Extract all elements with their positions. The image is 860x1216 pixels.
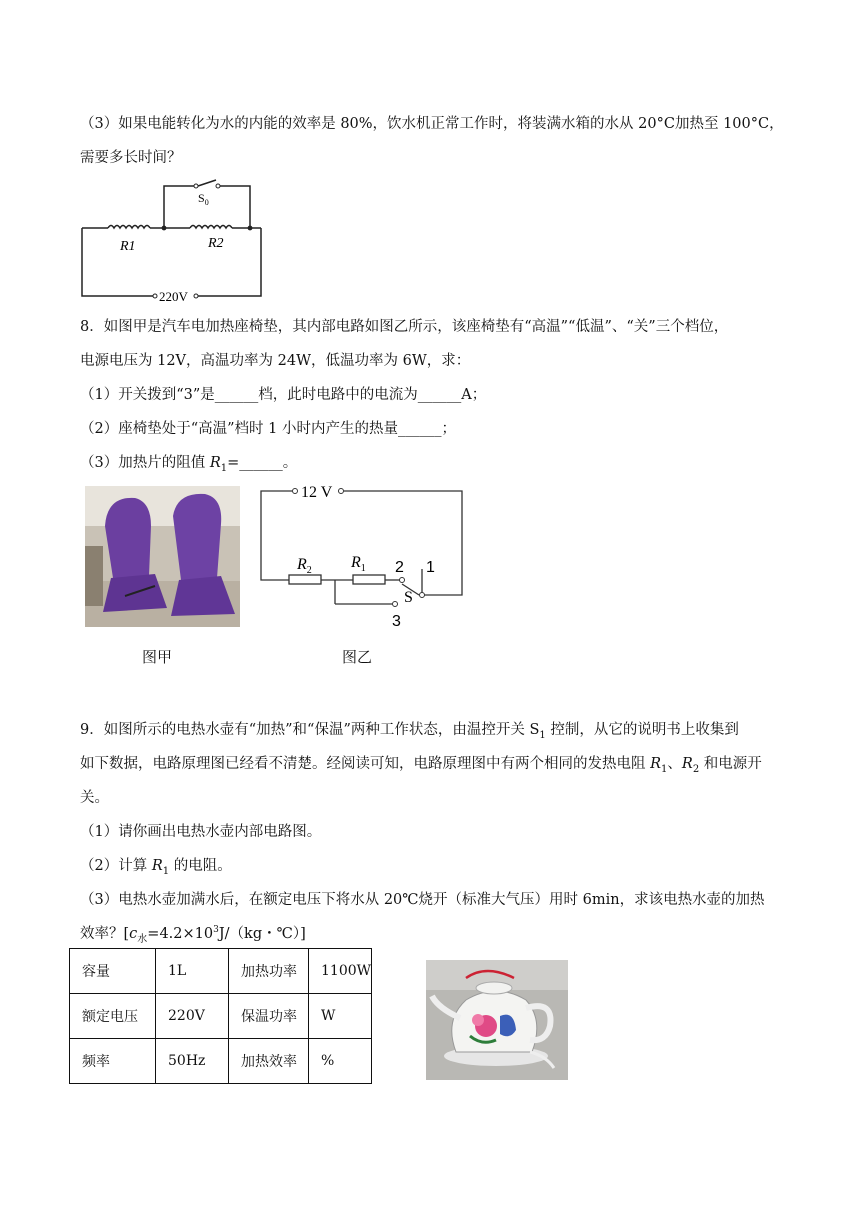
- electric-kettle-photo: [426, 960, 568, 1080]
- q9-part3-line1: （3）电热水壶加满水后，在额定电压下将水从 20℃烧开（标准大气压）用时 6min，求该电热水壶的加热: [80, 892, 765, 908]
- q8-part1: （1）开关拨到“3”是______档，此时电路中的电流为______A；: [80, 387, 487, 403]
- table-cell: 容量: [70, 949, 156, 994]
- kettle-spec-table: [69, 948, 372, 1084]
- q8-circuit-diagram: [255, 478, 470, 633]
- q8-part3: （3）加热片的阻值 $R_1=\_\_\_\_\_\_$。: [80, 455, 298, 474]
- q8-line1: 8．如图甲是汽车电加热座椅垫，其内部电路如图乙所示，该座椅垫有“高温”“低温”、“关”三个档位，: [80, 319, 729, 335]
- q8-voltage-label: 12 V: [301, 484, 333, 501]
- q9-line3: 关。: [80, 790, 109, 806]
- q7-voltage-label: 220V: [159, 289, 188, 302]
- table-cell: 220V: [156, 994, 229, 1039]
- table-cell: 1100W: [309, 949, 372, 994]
- q8-terminal-3: 3: [392, 613, 401, 630]
- table-cell: 50Hz: [156, 1039, 229, 1084]
- table-cell: 额定电压: [70, 994, 156, 1039]
- table-cell: 频率: [70, 1039, 156, 1084]
- q9-line1: 9．如图所示的电热水壶有“加热”和“保温”两种工作状态，由温控开关 $S_1$ 控制，从它的说明书上收集到: [80, 722, 739, 741]
- q9-part1: （1）请你画出电热水壶内部电路图。: [80, 824, 322, 840]
- q7-r1-label: R1: [120, 239, 136, 254]
- q8-part2: （2）座椅垫处于“高温”档时 1 小时内产生的热量______；: [80, 421, 456, 437]
- table-row: [70, 949, 372, 994]
- q8-r2-label: $R_2$: [297, 556, 312, 576]
- q9-line2: 如下数据，电路原理图已经看不清楚。经阅读可知，电路原理图中有两个相同的发热电阻 $R_1$、$R_2$ 和电源开: [80, 756, 762, 775]
- q9-part2: （2）计算 $R_1$ 的电阻。: [80, 858, 232, 877]
- car-seat-photo: [85, 486, 240, 627]
- table-cell: 加热功率: [229, 949, 309, 994]
- table-cell: 1L: [156, 949, 229, 994]
- table-cell: 保温功率: [229, 994, 309, 1039]
- table-row: [70, 994, 372, 1039]
- table-cell: W: [309, 994, 372, 1039]
- q7-s0-label: $S_0$: [198, 191, 209, 207]
- q8-terminal-2: 2: [395, 559, 404, 576]
- q8-terminal-1: 1: [426, 559, 435, 576]
- fig-a-caption: 图甲: [142, 648, 173, 666]
- q8-switch-label: S: [404, 589, 413, 606]
- fig-b-caption: 图乙: [342, 648, 373, 666]
- q8-r1-label: $R_1$: [351, 554, 366, 574]
- q8-line2: 电源电压为 12V，高温功率为 24W，低温功率为 6W，求：: [80, 353, 471, 369]
- q7-part3-line2: 需要多长时间？: [80, 150, 182, 166]
- q7-circuit-diagram: [78, 178, 268, 302]
- q7-part3-line1: （3）如果电能转化为水的内能的效率是 80%，饮水机正常工作时，将装满水箱的水从 20°C加热至 100°C，: [80, 116, 784, 132]
- table-cell: %: [309, 1039, 372, 1084]
- q9-part3-line2: 效率？[$c_水=4.2\times 10^3J/(kg$・℃）]: [80, 925, 306, 945]
- q7-r2-label: R2: [208, 236, 224, 251]
- table-cell: 加热效率: [229, 1039, 309, 1084]
- table-row: [70, 1039, 372, 1084]
